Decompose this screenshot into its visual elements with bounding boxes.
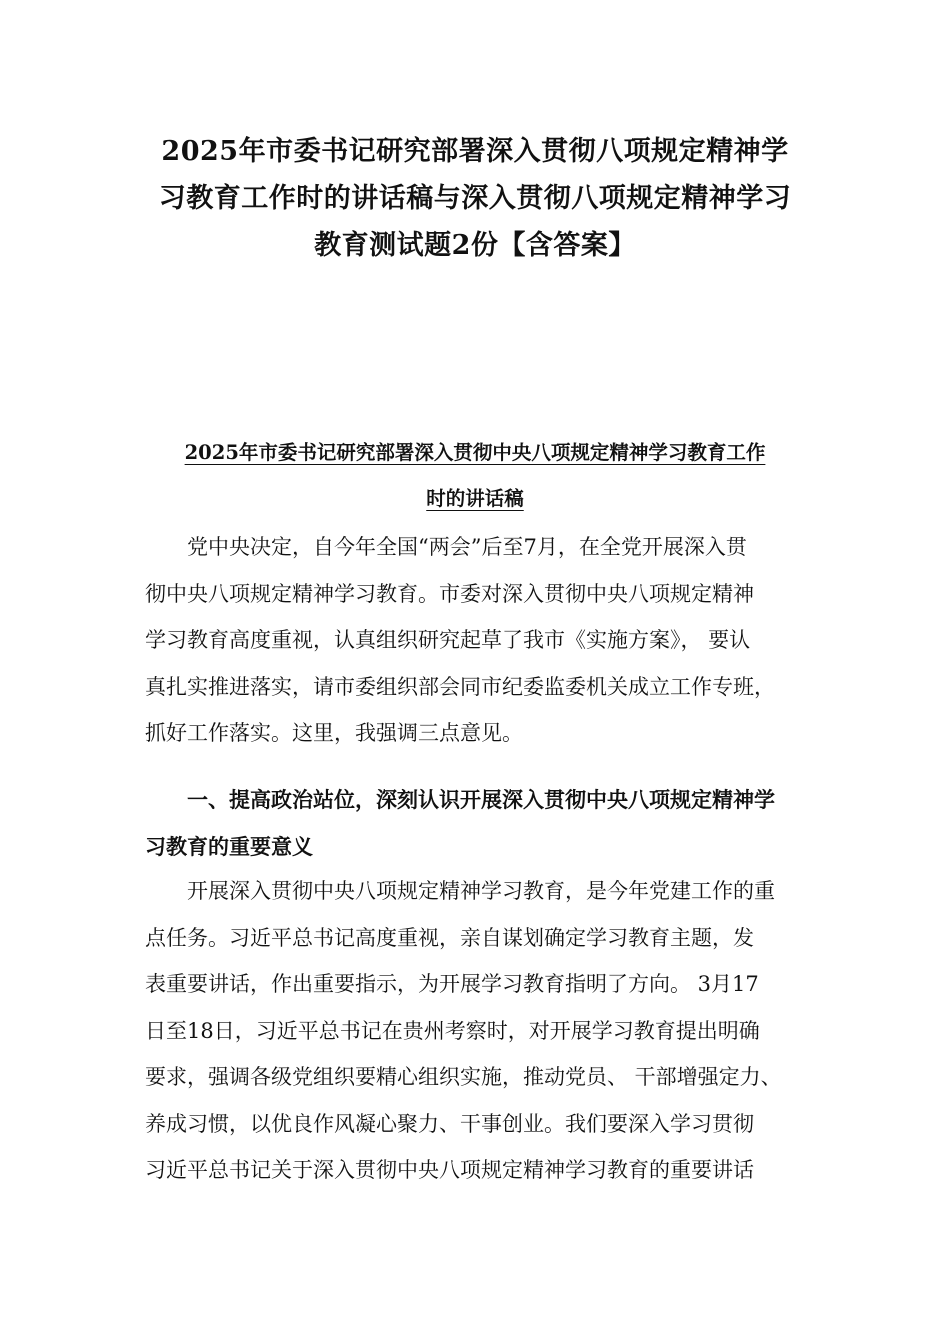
heading-line: 习教育的重要意义 bbox=[145, 833, 313, 859]
text-line: 党中央决定，自今年全国“两会”后至7月，在全党开展深入贯 bbox=[145, 535, 747, 559]
paragraph-body bbox=[145, 868, 825, 1194]
title-line: 教育测试题2份【含答案】 bbox=[314, 230, 636, 261]
title-line: 2025年市委书记研究部署深入贯彻八项规定精神学 bbox=[161, 136, 789, 167]
text-line: 日至18日，习近平总书记在贵州考察时，对开展学习教育提出明确 bbox=[145, 1018, 760, 1043]
text-line: 真扎实推进落实，请市委组织部会同市纪委监委机关成立工作专班， bbox=[145, 674, 775, 699]
heading-line: 一、提高政治站位，深刻认识开展深入贯彻中央八项规定精神学 bbox=[145, 787, 775, 812]
text-line: 抓好工作落实。这里，我强调三点意见。 bbox=[145, 721, 523, 745]
document-title bbox=[130, 128, 820, 269]
text-line: 彻中央八项规定精神学习教育。市委对深入贯彻中央八项规定精神 bbox=[145, 581, 754, 606]
section-heading-1 bbox=[145, 777, 825, 870]
text-line: 点任务。习近平总书记高度重视，亲自谋划确定学习教育主题，发 bbox=[145, 925, 754, 950]
text-line: 要求，强调各级党组织要精心组织实施，推动党员、 干部增强定力、 bbox=[145, 1065, 782, 1089]
text-line: 表重要讲话，作出重要指示，为开展学习教育指明了方向。 3月17 bbox=[145, 972, 759, 996]
section-title-line: 2025年市委书记研究部署深入贯彻中央八项规定精神学习教育工作 bbox=[184, 441, 766, 464]
text-line: 开展深入贯彻中央八项规定精神学习教育，是今年党建工作的重 bbox=[145, 879, 775, 903]
text-line: 学习教育高度重视，认真组织研究起草了我市《实施方案》， 要认 bbox=[145, 628, 751, 652]
paragraph-intro bbox=[145, 524, 825, 757]
text-line: 养成习惯，以优良作风凝心聚力、干事创业。我们要深入学习贯彻 bbox=[145, 1111, 754, 1136]
section-title bbox=[140, 430, 810, 522]
text-line: 习近平总书记关于深入贯彻中央八项规定精神学习教育的重要讲话 bbox=[145, 1158, 754, 1182]
section-title-line: 时的讲话稿 bbox=[426, 487, 524, 510]
title-line: 习教育工作时的讲话稿与深入贯彻八项规定精神学习 bbox=[158, 183, 792, 214]
